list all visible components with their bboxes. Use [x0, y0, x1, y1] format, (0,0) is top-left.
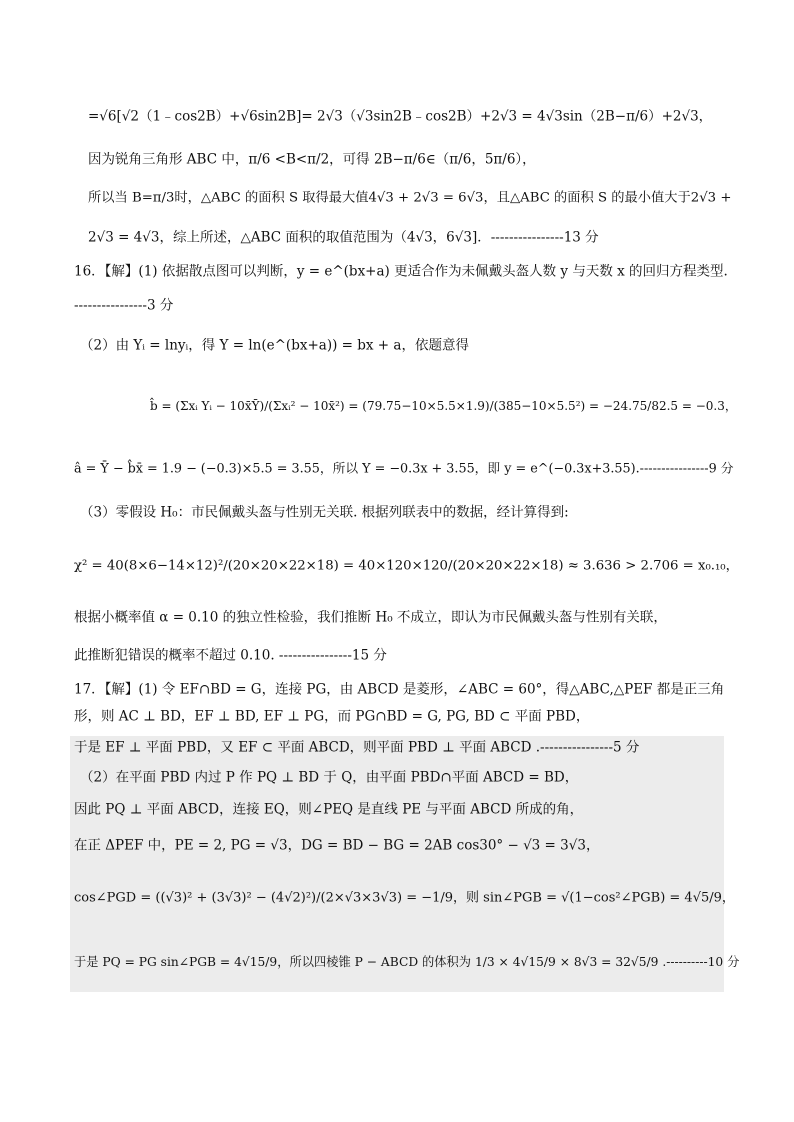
line-8: b̂ = (Σxᵢ Yᵢ − 10x̄Ȳ)/(Σxᵢ² − 10x̄²) = (79.75−10×5.5×1.9)/(385−10×5.5²) = −24.75/82.5 = −0.3，: [150, 399, 737, 413]
line-13: 此推断犯错误的概率不超过 0.10. ----------------15 分: [74, 647, 387, 664]
line-6: ----------------3 分: [74, 297, 174, 314]
line-20: cos∠PGD = ((√3)² + (3√3)² − (4√2)²)/(2×√3×3√3) = −1/9，则 sin∠PGB = √(1−cos²∠PGB) = 4√5/9，: [74, 890, 735, 906]
line-4: 2√3 = 4√3，综上所述，△ABC 面积的取值范围为（4√3，6√3]．----------------13 分: [88, 229, 599, 246]
line-1: =√6[√2（1﹣cos2B）+√6sin2B]= 2√3（√3sin2B﹣cos2B）+2√3 = 4√3sin（2B−π/6）+2√3，: [88, 108, 713, 125]
line-16: 于是 EF ⊥ 平面 PBD，又 EF ⊂ 平面 ABCD，则平面 PBD ⊥ 平面 ABCD .----------------5 分: [74, 739, 640, 756]
line-15: 形，则 AC ⊥ BD，EF ⊥ BD, EF ⊥ PG，而 PG∩BD = G, PG, BD ⊂ 平面 PBD，: [74, 708, 590, 725]
line-10: （3）零假设 H₀：市民佩戴头盔与性别无关联. 根据列联表中的数据，经计算得到:: [80, 504, 569, 521]
line-12: 根据小概率值 α = 0.10 的独立性检验，我们推断 H₀ 不成立，即认为市民佩戴头盔与性别有关联，: [74, 609, 667, 626]
line-18: 因此 PQ ⊥ 平面 ABCD，连接 EQ，则∠PEQ 是直线 PE 与平面 ABCD 所成的角，: [74, 801, 584, 818]
line-21: 于是 PQ = PG sin∠PGB = 4√15/9，所以四棱锥 P − ABCD 的体积为 1/3 × 4√15/9 × 8√3 = 32√5/9 .----------10 分: [74, 954, 740, 969]
line-17: （2）在平面 PBD 内过 P 作 PQ ⊥ BD 于 Q，由平面 PBD∩平面 ABCD = BD，: [80, 769, 579, 786]
line-14: 17．【解】(1) 令 EF∩BD = G，连接 PG，由 ABCD 是菱形，∠ABC = 60°，得△ABC,△PEF 都是正三角: [74, 681, 725, 698]
line-9: â = Ȳ − b̂x̄ = 1.9 − (−0.3)×5.5 = 3.55，所以 Y = −0.3x + 3.55，即 y = e^(−0.3x+3.55).----------------9 分: [74, 461, 734, 477]
line-19: 在正 ΔPEF 中，PE = 2, PG = √3，DG = BD − BG = 2AB cos30° − √3 = 3√3，: [74, 837, 600, 854]
line-2: 因为锐角三角形 ABC 中，π/6 <B<π/2，可得 2B−π/6∈（π/6，5π/6），: [88, 151, 536, 168]
line-11: χ² = 40(8×6−14×12)²/(20×20×22×18) = 40×120×120/(20×20×22×18) ≈ 3.636 > 2.706 = x₀.₁₀，: [74, 558, 739, 574]
line-5: 16．【解】(1) 依据散点图可以判断，y = e^(bx+a) 更适合作为未佩戴头盔人数 y 与天数 x 的回归方程类型.: [74, 263, 728, 280]
line-7: （2）由 Yᵢ = lnyᵢ，得 Y = ln(e^(bx+a)) = bx + a，依题意得: [80, 337, 469, 354]
line-3: 所以当 B=π/3时，△ABC 的面积 S 取得最大值4√3 + 2√3 = 6√3，且△ABC 的面积 S 的最小值大于2√3 +: [88, 190, 732, 206]
